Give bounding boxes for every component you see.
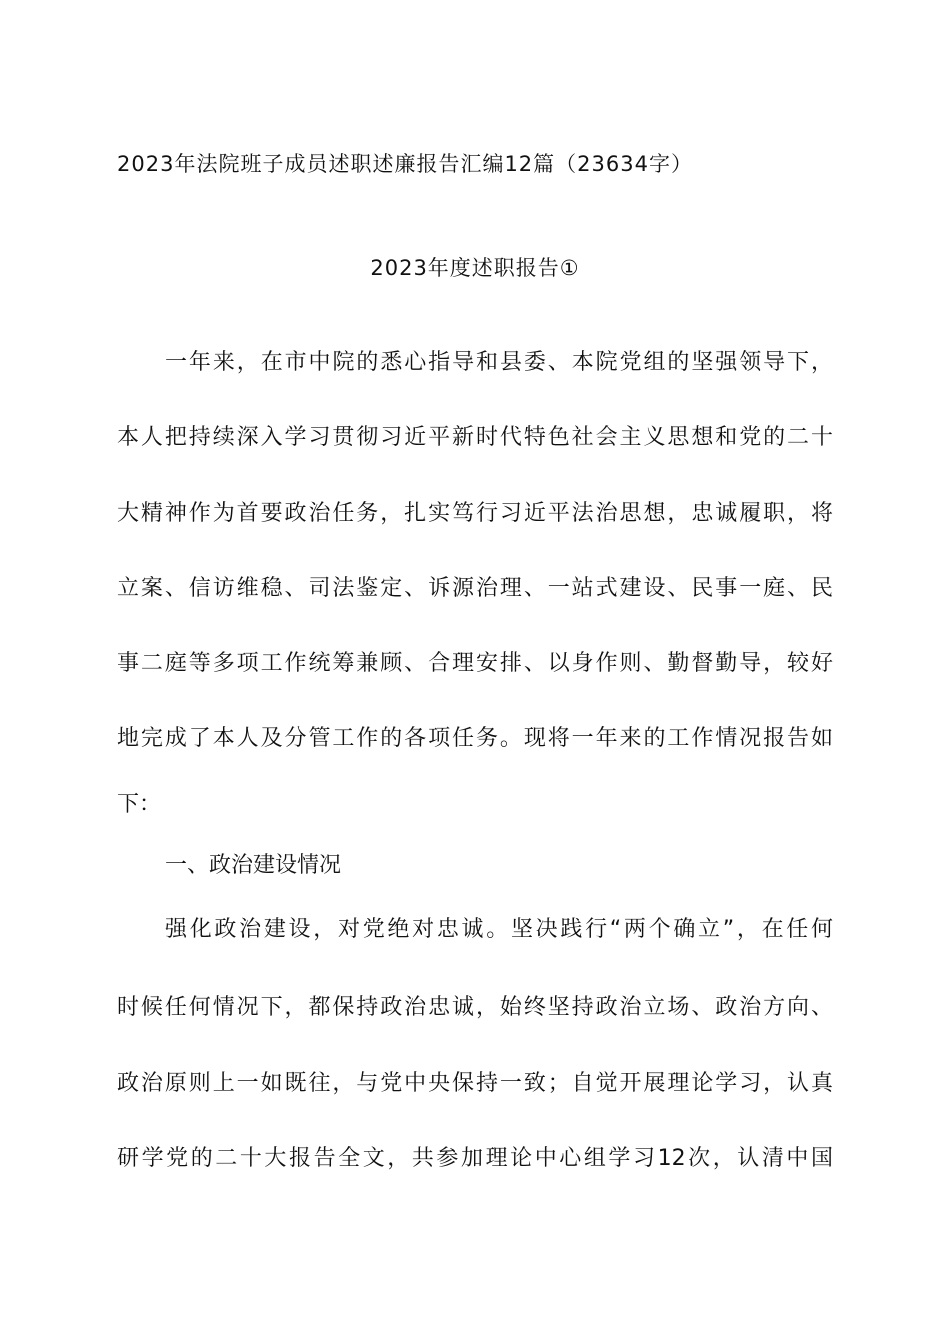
paragraph-line: 下： [117, 792, 162, 817]
paragraph-line: 大精神作为首要政治任务，扎实笃行习近平法治思想，忠诚履职，将 [117, 501, 833, 526]
paragraph-line: 政治原则上一如既往，与党中央保持一致；自觉开展理论学习，认真 [117, 1071, 833, 1096]
section-title: 2023年度述职报告① [370, 256, 580, 280]
heading-political-construction: 一、政治建设情况 [165, 853, 342, 878]
document-title: 2023年法院班子成员述职述廉报告汇编12篇（23634字） [117, 152, 693, 176]
paragraph-line: 事二庭等多项工作统筹兼顾、合理安排、以身作则、勤督勤导，较好 [117, 651, 833, 676]
paragraph-line: 一年来，在市中院的悉心指导和县委、本院党组的坚强领导下， [165, 350, 833, 375]
paragraph-line: 地完成了本人及分管工作的各项任务。现将一年来的工作情况报告如 [117, 726, 833, 751]
paragraph-line: 立案、信访维稳、司法鉴定、诉源治理、一站式建设、民事一庭、民 [117, 576, 833, 601]
paragraph-line: 研学党的二十大报告全文，共参加理论中心组学习12次，认清中国 [117, 1146, 833, 1171]
paragraph-line: 时候任何情况下，都保持政治忠诚，始终坚持政治立场、政治方向、 [117, 995, 833, 1020]
paragraph-line: 强化政治建设，对党绝对忠诚。坚决践行“两个确立”，在任何 [165, 917, 833, 942]
paragraph-line: 本人把持续深入学习贯彻习近平新时代特色社会主义思想和党的二十 [117, 425, 833, 450]
